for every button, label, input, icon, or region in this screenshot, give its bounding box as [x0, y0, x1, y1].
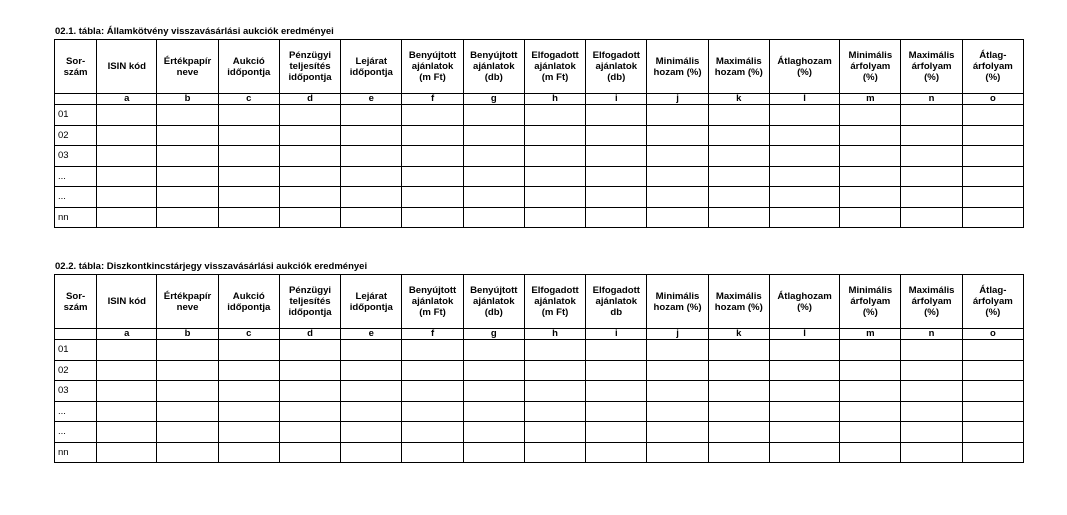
table-cell[interactable]	[586, 401, 647, 422]
table-cell[interactable]	[218, 105, 279, 126]
table-cell[interactable]	[901, 166, 962, 187]
table-cell[interactable]	[157, 166, 218, 187]
table-cell[interactable]	[901, 442, 962, 463]
table-cell[interactable]	[647, 381, 708, 402]
table-cell[interactable]	[524, 381, 585, 402]
table-cell[interactable]	[524, 360, 585, 381]
column-header: Lejárat időpontja	[341, 40, 402, 94]
table-cell[interactable]	[157, 105, 218, 126]
table-cell[interactable]	[840, 207, 901, 228]
column-letter	[55, 94, 97, 105]
table-cell[interactable]	[840, 422, 901, 443]
table-cell[interactable]	[962, 125, 1023, 146]
column-header: Minimális árfolyam (%)	[840, 275, 901, 329]
column-letter: j	[647, 94, 708, 105]
table-cell[interactable]	[402, 360, 463, 381]
table-cell[interactable]	[341, 146, 402, 167]
column-letter: f	[402, 329, 463, 340]
table-cell[interactable]	[463, 340, 524, 361]
table-cell[interactable]	[901, 401, 962, 422]
table-cell[interactable]	[218, 401, 279, 422]
column-header: Minimális árfolyam (%)	[840, 40, 901, 94]
table-cell[interactable]	[157, 442, 218, 463]
table-cell[interactable]	[962, 187, 1023, 208]
table-cell[interactable]	[586, 125, 647, 146]
table-cell[interactable]	[463, 442, 524, 463]
table-cell[interactable]	[524, 146, 585, 167]
table-cell[interactable]	[524, 340, 585, 361]
column-header: Átlag- árfolyam (%)	[962, 275, 1023, 329]
table-cell[interactable]	[341, 360, 402, 381]
table-cell[interactable]	[97, 442, 157, 463]
column-header: Benyújtott ajánlatok (m Ft)	[402, 40, 463, 94]
table-cell[interactable]	[402, 105, 463, 126]
table-cell[interactable]	[97, 125, 157, 146]
table-cell[interactable]	[647, 105, 708, 126]
table-cell[interactable]	[769, 207, 839, 228]
table-cell[interactable]	[279, 105, 340, 126]
table-cell[interactable]	[97, 340, 157, 361]
table-cell[interactable]	[97, 360, 157, 381]
row-number-header: Sor- szám	[55, 40, 97, 94]
column-header: Maximális hozam (%)	[708, 275, 769, 329]
table-cell[interactable]	[279, 401, 340, 422]
column-letter: h	[524, 94, 585, 105]
table-cell[interactable]	[769, 166, 839, 187]
table-cell[interactable]	[769, 401, 839, 422]
table-cell[interactable]	[840, 340, 901, 361]
column-header: Benyújtott ajánlatok (db)	[463, 275, 524, 329]
column-header: Elfogadott ajánlatok (db)	[586, 40, 647, 94]
column-letter: c	[218, 329, 279, 340]
column-header: Maximális hozam (%)	[708, 40, 769, 94]
table-cell[interactable]	[647, 422, 708, 443]
table-cell[interactable]	[279, 442, 340, 463]
table-cell[interactable]	[341, 125, 402, 146]
column-header: ISIN kód	[97, 40, 157, 94]
table-cell[interactable]	[524, 187, 585, 208]
table-cell[interactable]	[647, 340, 708, 361]
table-cell[interactable]	[708, 442, 769, 463]
column-letter: o	[962, 329, 1023, 340]
column-header: Maximális árfolyam (%)	[901, 275, 962, 329]
column-letter: k	[708, 329, 769, 340]
table-cell[interactable]	[524, 166, 585, 187]
table-cell[interactable]	[463, 187, 524, 208]
row-number: ...	[55, 166, 97, 187]
table-cell[interactable]	[157, 187, 218, 208]
column-header: Átlaghozam (%)	[769, 275, 839, 329]
table-cell[interactable]	[463, 125, 524, 146]
column-header: Elfogadott ajánlatok (m Ft)	[524, 275, 585, 329]
column-header: Átlaghozam (%)	[769, 40, 839, 94]
table-cell[interactable]	[218, 187, 279, 208]
table-cell[interactable]	[97, 187, 157, 208]
column-header: Minimális hozam (%)	[647, 40, 708, 94]
table-cell[interactable]	[157, 125, 218, 146]
table-row	[55, 207, 1024, 228]
table-cell[interactable]	[402, 146, 463, 167]
column-header: Benyújtott ajánlatok (db)	[463, 40, 524, 94]
table-cell[interactable]	[341, 207, 402, 228]
table-cell[interactable]	[402, 207, 463, 228]
table-cell[interactable]	[279, 422, 340, 443]
table-cell[interactable]	[962, 401, 1023, 422]
table-cell[interactable]	[218, 442, 279, 463]
table-cell[interactable]	[840, 401, 901, 422]
table-row	[55, 105, 1024, 126]
table-cell[interactable]	[901, 105, 962, 126]
column-header: Elfogadott ajánlatok (m Ft)	[524, 40, 585, 94]
table-cell[interactable]	[962, 146, 1023, 167]
table-cell[interactable]	[341, 105, 402, 126]
table-row	[55, 125, 1024, 146]
table-cell[interactable]	[218, 146, 279, 167]
table-cell[interactable]	[840, 442, 901, 463]
table-cell[interactable]	[279, 381, 340, 402]
column-header: Minimális hozam (%)	[647, 275, 708, 329]
column-letter: n	[901, 94, 962, 105]
table-cell[interactable]	[647, 146, 708, 167]
table-cell[interactable]	[524, 105, 585, 126]
table-cell[interactable]	[901, 381, 962, 402]
column-letter: l	[769, 329, 839, 340]
table-cell[interactable]	[279, 340, 340, 361]
table-cell[interactable]	[279, 207, 340, 228]
column-header: Pénzügyi teljesítés időpontja	[279, 40, 340, 94]
column-letter: n	[901, 329, 962, 340]
auction-results-table	[54, 274, 1024, 463]
table-cell[interactable]	[463, 166, 524, 187]
table-cell[interactable]	[279, 166, 340, 187]
table-cell[interactable]	[279, 146, 340, 167]
table-cell[interactable]	[840, 187, 901, 208]
table-cell[interactable]	[840, 166, 901, 187]
table-cell[interactable]	[586, 422, 647, 443]
table-cell[interactable]	[586, 166, 647, 187]
table-cell[interactable]	[708, 187, 769, 208]
table-cell[interactable]	[157, 381, 218, 402]
table-cell[interactable]	[586, 381, 647, 402]
table-row	[55, 360, 1024, 381]
row-number: ...	[55, 401, 97, 422]
table-cell[interactable]	[840, 125, 901, 146]
column-header: Maximális árfolyam (%)	[901, 40, 962, 94]
row-number: 03	[55, 146, 97, 167]
table-cell[interactable]	[708, 381, 769, 402]
column-letter: j	[647, 329, 708, 340]
table-cell[interactable]	[962, 442, 1023, 463]
table-row	[55, 401, 1024, 422]
table-cell[interactable]	[840, 105, 901, 126]
table-cell[interactable]	[524, 125, 585, 146]
table-cell[interactable]	[962, 340, 1023, 361]
table-cell[interactable]	[157, 207, 218, 228]
column-letter: l	[769, 94, 839, 105]
auction-results-table	[54, 39, 1024, 228]
table-caption: 02.2. tábla: Diszkontkincstárjegy visszavásárlási aukciók eredményei	[55, 261, 368, 272]
column-letter: b	[157, 329, 218, 340]
table-cell[interactable]	[708, 422, 769, 443]
table-cell[interactable]	[586, 105, 647, 126]
table-cell[interactable]	[524, 401, 585, 422]
table-cell[interactable]	[463, 105, 524, 126]
table-cell[interactable]	[901, 340, 962, 361]
table-cell[interactable]	[708, 401, 769, 422]
row-number: 02	[55, 125, 97, 146]
table-cell[interactable]	[586, 146, 647, 167]
column-letter: i	[586, 329, 647, 340]
table-cell[interactable]	[962, 360, 1023, 381]
table-cell[interactable]	[708, 105, 769, 126]
table-cell[interactable]	[463, 207, 524, 228]
table-cell[interactable]	[769, 340, 839, 361]
row-number: nn	[55, 442, 97, 463]
column-header: Aukció időpontja	[218, 40, 279, 94]
table-cell[interactable]	[769, 146, 839, 167]
table-cell[interactable]	[97, 381, 157, 402]
table-cell[interactable]	[218, 340, 279, 361]
table-cell[interactable]	[402, 340, 463, 361]
row-number: 02	[55, 360, 97, 381]
column-letter: m	[840, 329, 901, 340]
column-header: Elfogadott ajánlatok db	[586, 275, 647, 329]
table-cell[interactable]	[769, 381, 839, 402]
column-header: Aukció időpontja	[218, 275, 279, 329]
column-letter: f	[402, 94, 463, 105]
table-cell[interactable]	[962, 166, 1023, 187]
table-cell[interactable]	[840, 381, 901, 402]
table-cell[interactable]	[279, 187, 340, 208]
column-letter: e	[341, 329, 402, 340]
table-cell[interactable]	[901, 207, 962, 228]
table-cell[interactable]	[901, 125, 962, 146]
column-letter: b	[157, 94, 218, 105]
table-row	[55, 442, 1024, 463]
column-letter: d	[279, 94, 340, 105]
table-cell[interactable]	[647, 360, 708, 381]
table-row	[55, 340, 1024, 361]
table-cell[interactable]	[962, 422, 1023, 443]
table-cell[interactable]	[708, 360, 769, 381]
table-cell[interactable]	[524, 207, 585, 228]
table-cell[interactable]	[647, 166, 708, 187]
column-letter: h	[524, 329, 585, 340]
table-row	[55, 146, 1024, 167]
column-header: Lejárat időpontja	[341, 275, 402, 329]
table-cell[interactable]	[708, 166, 769, 187]
table-cell[interactable]	[157, 401, 218, 422]
column-letter: e	[341, 94, 402, 105]
table-cell[interactable]	[647, 442, 708, 463]
table-cell[interactable]	[840, 360, 901, 381]
table-caption: 02.1. tábla: Államkötvény visszavásárlási aukciók eredményei	[55, 26, 334, 37]
table-row	[55, 166, 1024, 187]
table-cell[interactable]	[901, 146, 962, 167]
column-letter: d	[279, 329, 340, 340]
table-cell[interactable]	[402, 422, 463, 443]
table-cell[interactable]	[218, 360, 279, 381]
table-cell[interactable]	[279, 360, 340, 381]
table-cell[interactable]	[840, 146, 901, 167]
table-cell[interactable]	[157, 340, 218, 361]
table-cell[interactable]	[962, 105, 1023, 126]
table-cell[interactable]	[769, 442, 839, 463]
table-cell[interactable]	[341, 442, 402, 463]
table-cell[interactable]	[97, 105, 157, 126]
row-number: ...	[55, 422, 97, 443]
column-letter: g	[463, 94, 524, 105]
table-cell[interactable]	[708, 340, 769, 361]
table-cell[interactable]	[341, 340, 402, 361]
table-cell[interactable]	[97, 166, 157, 187]
column-letter: k	[708, 94, 769, 105]
table-cell[interactable]	[157, 146, 218, 167]
table-cell[interactable]	[218, 422, 279, 443]
table-cell[interactable]	[97, 207, 157, 228]
table-cell[interactable]	[463, 401, 524, 422]
table-cell[interactable]	[218, 207, 279, 228]
column-header: Pénzügyi teljesítés időpontja	[279, 275, 340, 329]
table-cell[interactable]	[962, 381, 1023, 402]
table-cell[interactable]	[708, 125, 769, 146]
table-cell[interactable]	[586, 442, 647, 463]
column-header: Értékpapír neve	[157, 40, 218, 94]
table-cell[interactable]	[901, 422, 962, 443]
table-cell[interactable]	[769, 422, 839, 443]
table-cell[interactable]	[647, 401, 708, 422]
table-cell[interactable]	[97, 401, 157, 422]
table-cell[interactable]	[402, 442, 463, 463]
row-number: 03	[55, 381, 97, 402]
table-cell[interactable]	[463, 360, 524, 381]
column-letter: c	[218, 94, 279, 105]
table-cell[interactable]	[402, 166, 463, 187]
table-cell[interactable]	[708, 146, 769, 167]
table-cell[interactable]	[647, 125, 708, 146]
table-cell[interactable]	[463, 422, 524, 443]
table-cell[interactable]	[901, 187, 962, 208]
table-cell[interactable]	[586, 207, 647, 228]
table-cell[interactable]	[901, 360, 962, 381]
table-cell[interactable]	[402, 187, 463, 208]
table-cell[interactable]	[962, 207, 1023, 228]
column-header: Benyújtott ajánlatok (m Ft)	[402, 275, 463, 329]
column-header: Értékpapír neve	[157, 275, 218, 329]
table-cell[interactable]	[157, 360, 218, 381]
table-cell[interactable]	[341, 381, 402, 402]
table-cell[interactable]	[157, 422, 218, 443]
table-cell[interactable]	[341, 187, 402, 208]
column-letter	[55, 329, 97, 340]
table-cell[interactable]	[647, 187, 708, 208]
table-cell[interactable]	[463, 146, 524, 167]
table-cell[interactable]	[402, 125, 463, 146]
column-letter: a	[97, 94, 157, 105]
table-cell[interactable]	[218, 381, 279, 402]
table-cell[interactable]	[97, 422, 157, 443]
row-number: 01	[55, 340, 97, 361]
table-cell[interactable]	[341, 422, 402, 443]
table-cell[interactable]	[769, 360, 839, 381]
table-cell[interactable]	[97, 146, 157, 167]
table-cell[interactable]	[586, 340, 647, 361]
table-cell[interactable]	[524, 442, 585, 463]
table-cell[interactable]	[647, 207, 708, 228]
table-cell[interactable]	[769, 187, 839, 208]
table-row	[55, 187, 1024, 208]
table-cell[interactable]	[524, 422, 585, 443]
table-cell[interactable]	[279, 125, 340, 146]
column-letter: g	[463, 329, 524, 340]
table-cell[interactable]	[586, 187, 647, 208]
table-block-02-1	[54, 26, 1024, 228]
table-row	[55, 381, 1024, 402]
table-cell[interactable]	[218, 125, 279, 146]
column-letter: m	[840, 94, 901, 105]
table-block-02-2	[54, 261, 1024, 463]
table-cell[interactable]	[218, 166, 279, 187]
column-letter: a	[97, 329, 157, 340]
row-number: ...	[55, 187, 97, 208]
table-cell[interactable]	[341, 166, 402, 187]
table-cell[interactable]	[708, 207, 769, 228]
table-cell[interactable]	[341, 401, 402, 422]
table-cell[interactable]	[769, 125, 839, 146]
table-cell[interactable]	[769, 105, 839, 126]
row-number: 01	[55, 105, 97, 126]
column-letter: o	[962, 94, 1023, 105]
column-header: ISIN kód	[97, 275, 157, 329]
table-row	[55, 422, 1024, 443]
row-number-header: Sor- szám	[55, 275, 97, 329]
table-cell[interactable]	[463, 381, 524, 402]
table-cell[interactable]	[586, 360, 647, 381]
column-letter: i	[586, 94, 647, 105]
table-cell[interactable]	[402, 401, 463, 422]
row-number: nn	[55, 207, 97, 228]
table-cell[interactable]	[402, 381, 463, 402]
column-header: Átlag- árfolyam (%)	[962, 40, 1023, 94]
